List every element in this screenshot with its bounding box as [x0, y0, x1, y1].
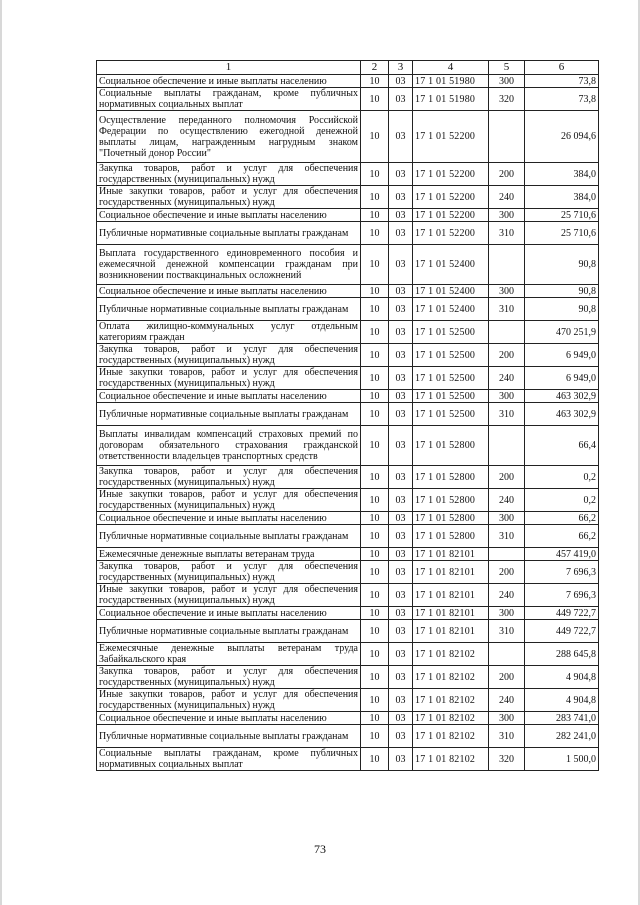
row-amount-cell: 4 904,8 [525, 666, 599, 689]
row-subsection-cell: 03 [389, 390, 413, 403]
row-subsection-cell: 03 [389, 689, 413, 712]
row-amount-cell: 4 904,8 [525, 689, 599, 712]
row-amount-cell: 90,8 [525, 298, 599, 321]
row-section-cell: 10 [361, 245, 389, 285]
table-header-row [97, 61, 599, 75]
row-target-article-cell: 17 1 01 52800 [413, 426, 489, 466]
row-expense-type-cell: 310 [489, 725, 525, 748]
row-expense-type-cell [489, 426, 525, 466]
row-section-cell: 10 [361, 466, 389, 489]
row-section-cell: 10 [361, 75, 389, 88]
row-name-cell: Осуществление переданного полномочия Российской Федерации по осуществлению ежегодной денежной выплаты лицам, награжденным нагрудным знаком "Почетный донор России" [97, 111, 361, 163]
row-subsection-cell: 03 [389, 525, 413, 548]
row-section-cell: 10 [361, 725, 389, 748]
row-amount-cell: 282 241,0 [525, 725, 599, 748]
table-row [97, 666, 599, 689]
row-name-cell: Выплаты инвалидам компенсаций страховых премий по договорам обязательного страхования гражданской ответственности владельцев транспортных средств [97, 426, 361, 466]
row-expense-type-cell: 310 [489, 298, 525, 321]
row-amount-cell: 457 419,0 [525, 548, 599, 561]
row-subsection-cell: 03 [389, 712, 413, 725]
row-target-article-cell: 17 1 01 82101 [413, 548, 489, 561]
table-row [97, 367, 599, 390]
row-section-cell: 10 [361, 489, 389, 512]
row-expense-type-cell: 200 [489, 163, 525, 186]
row-expense-type-cell: 320 [489, 748, 525, 771]
row-amount-cell: 449 722,7 [525, 607, 599, 620]
row-target-article-cell: 17 1 01 52800 [413, 525, 489, 548]
row-section-cell: 10 [361, 321, 389, 344]
row-section-cell: 10 [361, 561, 389, 584]
row-target-article-cell: 17 1 01 82102 [413, 725, 489, 748]
row-name-cell: Иные закупки товаров, работ и услуг для обеспечения государственных (муниципальных) нужд [97, 489, 361, 512]
row-name-cell: Публичные нормативные социальные выплаты гражданам [97, 620, 361, 643]
row-expense-type-cell [489, 321, 525, 344]
table-row [97, 186, 599, 209]
row-subsection-cell: 03 [389, 512, 413, 525]
row-name-cell: Социальное обеспечение и иные выплаты населению [97, 75, 361, 88]
row-expense-type-cell: 310 [489, 620, 525, 643]
row-section-cell: 10 [361, 222, 389, 245]
row-expense-type-cell: 240 [489, 489, 525, 512]
row-section-cell: 10 [361, 88, 389, 111]
row-amount-cell: 25 710,6 [525, 209, 599, 222]
row-amount-cell: 470 251,9 [525, 321, 599, 344]
table-row [97, 298, 599, 321]
row-amount-cell: 66,2 [525, 525, 599, 548]
row-name-cell: Социальное обеспечение и иные выплаты населению [97, 209, 361, 222]
row-target-article-cell: 17 1 01 52800 [413, 512, 489, 525]
row-name-cell: Иные закупки товаров, работ и услуг для обеспечения государственных (муниципальных) нужд [97, 367, 361, 390]
row-section-cell: 10 [361, 512, 389, 525]
row-target-article-cell: 17 1 01 52800 [413, 489, 489, 512]
row-amount-cell: 7 696,3 [525, 561, 599, 584]
table-row [97, 489, 599, 512]
row-target-article-cell: 17 1 01 82102 [413, 666, 489, 689]
row-amount-cell: 90,8 [525, 245, 599, 285]
header-cell-5: 5 [489, 61, 525, 75]
row-subsection-cell: 03 [389, 298, 413, 321]
row-subsection-cell: 03 [389, 548, 413, 561]
row-name-cell: Оплата жилищно-коммунальных услуг отдельным категориям граждан [97, 321, 361, 344]
row-expense-type-cell: 200 [489, 561, 525, 584]
row-subsection-cell: 03 [389, 186, 413, 209]
row-expense-type-cell: 300 [489, 607, 525, 620]
row-amount-cell: 6 949,0 [525, 367, 599, 390]
table-row [97, 748, 599, 771]
row-amount-cell: 0,2 [525, 466, 599, 489]
row-amount-cell: 7 696,3 [525, 584, 599, 607]
table-row [97, 466, 599, 489]
row-subsection-cell: 03 [389, 725, 413, 748]
row-name-cell: Социальное обеспечение и иные выплаты населению [97, 285, 361, 298]
row-target-article-cell: 17 1 01 52400 [413, 245, 489, 285]
row-subsection-cell: 03 [389, 321, 413, 344]
row-expense-type-cell [489, 643, 525, 666]
row-subsection-cell: 03 [389, 607, 413, 620]
row-expense-type-cell: 300 [489, 390, 525, 403]
row-target-article-cell: 17 1 01 52400 [413, 285, 489, 298]
row-name-cell: Выплата государственного единовременного пособия и ежемесячной денежной компенсации гражданам при возникновении поствакцинальных осложнений [97, 245, 361, 285]
row-amount-cell: 6 949,0 [525, 344, 599, 367]
row-name-cell: Иные закупки товаров, работ и услуг для обеспечения государственных (муниципальных) нужд [97, 689, 361, 712]
row-section-cell: 10 [361, 209, 389, 222]
row-target-article-cell: 17 1 01 82102 [413, 689, 489, 712]
row-subsection-cell: 03 [389, 643, 413, 666]
row-name-cell: Ежемесячные денежные выплаты ветеранам труда Забайкальского края [97, 643, 361, 666]
row-amount-cell: 463 302,9 [525, 390, 599, 403]
row-name-cell: Закупка товаров, работ и услуг для обеспечения государственных (муниципальных) нужд [97, 163, 361, 186]
header-cell-2: 2 [361, 61, 389, 75]
table-row [97, 390, 599, 403]
row-amount-cell: 384,0 [525, 163, 599, 186]
row-expense-type-cell: 310 [489, 403, 525, 426]
row-section-cell: 10 [361, 712, 389, 725]
table-row [97, 525, 599, 548]
table-row [97, 643, 599, 666]
row-subsection-cell: 03 [389, 111, 413, 163]
table-row [97, 725, 599, 748]
row-section-cell: 10 [361, 111, 389, 163]
row-name-cell: Публичные нормативные социальные выплаты гражданам [97, 725, 361, 748]
row-name-cell: Социальное обеспечение и иные выплаты населению [97, 512, 361, 525]
table-row [97, 689, 599, 712]
table-row [97, 620, 599, 643]
row-section-cell: 10 [361, 367, 389, 390]
row-name-cell: Публичные нормативные социальные выплаты гражданам [97, 525, 361, 548]
row-expense-type-cell: 310 [489, 525, 525, 548]
row-section-cell: 10 [361, 390, 389, 403]
row-name-cell: Социальные выплаты гражданам, кроме публичных нормативных социальных выплат [97, 748, 361, 771]
row-subsection-cell: 03 [389, 403, 413, 426]
row-expense-type-cell: 200 [489, 666, 525, 689]
row-section-cell: 10 [361, 285, 389, 298]
row-subsection-cell: 03 [389, 163, 413, 186]
table-row [97, 222, 599, 245]
row-section-cell: 10 [361, 344, 389, 367]
row-name-cell: Публичные нормативные социальные выплаты гражданам [97, 222, 361, 245]
row-name-cell: Социальное обеспечение и иные выплаты населению [97, 712, 361, 725]
row-name-cell: Закупка товаров, работ и услуг для обеспечения государственных (муниципальных) нужд [97, 561, 361, 584]
row-target-article-cell: 17 1 01 52500 [413, 344, 489, 367]
row-subsection-cell: 03 [389, 584, 413, 607]
row-name-cell: Публичные нормативные социальные выплаты гражданам [97, 298, 361, 321]
row-section-cell: 10 [361, 643, 389, 666]
header-cell-6: 6 [525, 61, 599, 75]
row-expense-type-cell: 200 [489, 466, 525, 489]
row-section-cell: 10 [361, 163, 389, 186]
table-row [97, 426, 599, 466]
row-name-cell: Закупка товаров, работ и услуг для обеспечения государственных (муниципальных) нужд [97, 344, 361, 367]
row-target-article-cell: 17 1 01 52500 [413, 390, 489, 403]
row-name-cell: Социальное обеспечение и иные выплаты населению [97, 607, 361, 620]
table-row [97, 75, 599, 88]
row-section-cell: 10 [361, 748, 389, 771]
row-expense-type-cell: 300 [489, 712, 525, 725]
table-row [97, 88, 599, 111]
row-expense-type-cell: 240 [489, 367, 525, 390]
row-subsection-cell: 03 [389, 367, 413, 390]
row-amount-cell: 463 302,9 [525, 403, 599, 426]
page-number: 73 [314, 842, 326, 856]
row-section-cell: 10 [361, 186, 389, 209]
row-section-cell: 10 [361, 584, 389, 607]
row-expense-type-cell [489, 111, 525, 163]
row-section-cell: 10 [361, 620, 389, 643]
row-amount-cell: 283 741,0 [525, 712, 599, 725]
row-name-cell: Закупка товаров, работ и услуг для обеспечения государственных (муниципальных) нужд [97, 666, 361, 689]
row-target-article-cell: 17 1 01 51980 [413, 88, 489, 111]
row-subsection-cell: 03 [389, 489, 413, 512]
row-section-cell: 10 [361, 607, 389, 620]
row-amount-cell: 26 094,6 [525, 111, 599, 163]
row-expense-type-cell [489, 245, 525, 285]
row-name-cell: Публичные нормативные социальные выплаты гражданам [97, 403, 361, 426]
table-row [97, 561, 599, 584]
row-expense-type-cell: 300 [489, 75, 525, 88]
row-target-article-cell: 17 1 01 82102 [413, 643, 489, 666]
budget-table [96, 60, 599, 771]
row-expense-type-cell: 240 [489, 584, 525, 607]
row-subsection-cell: 03 [389, 620, 413, 643]
row-amount-cell: 73,8 [525, 75, 599, 88]
row-target-article-cell: 17 1 01 52200 [413, 222, 489, 245]
row-subsection-cell: 03 [389, 88, 413, 111]
row-section-cell: 10 [361, 689, 389, 712]
row-target-article-cell: 17 1 01 52200 [413, 186, 489, 209]
row-name-cell: Иные закупки товаров, работ и услуг для обеспечения государственных (муниципальных) нужд [97, 186, 361, 209]
table-row [97, 512, 599, 525]
row-expense-type-cell: 310 [489, 222, 525, 245]
table-body [97, 61, 599, 771]
row-amount-cell: 90,8 [525, 285, 599, 298]
row-amount-cell: 73,8 [525, 88, 599, 111]
row-target-article-cell: 17 1 01 52500 [413, 403, 489, 426]
table-row [97, 163, 599, 186]
table-row [97, 209, 599, 222]
row-amount-cell: 0,2 [525, 489, 599, 512]
row-expense-type-cell [489, 548, 525, 561]
row-subsection-cell: 03 [389, 245, 413, 285]
row-target-article-cell: 17 1 01 82102 [413, 748, 489, 771]
header-cell-3: 3 [389, 61, 413, 75]
row-amount-cell: 66,2 [525, 512, 599, 525]
row-target-article-cell: 17 1 01 52200 [413, 209, 489, 222]
table-row [97, 548, 599, 561]
row-section-cell: 10 [361, 403, 389, 426]
table-row [97, 403, 599, 426]
row-target-article-cell: 17 1 01 82101 [413, 620, 489, 643]
row-target-article-cell: 17 1 01 52400 [413, 298, 489, 321]
row-expense-type-cell: 300 [489, 512, 525, 525]
row-target-article-cell: 17 1 01 82101 [413, 584, 489, 607]
row-target-article-cell: 17 1 01 52200 [413, 163, 489, 186]
row-amount-cell: 66,4 [525, 426, 599, 466]
row-name-cell: Ежемесячные денежные выплаты ветеранам труда [97, 548, 361, 561]
table-row [97, 584, 599, 607]
row-amount-cell: 449 722,7 [525, 620, 599, 643]
row-section-cell: 10 [361, 525, 389, 548]
table-row [97, 321, 599, 344]
row-section-cell: 10 [361, 548, 389, 561]
row-subsection-cell: 03 [389, 466, 413, 489]
row-expense-type-cell: 240 [489, 186, 525, 209]
row-amount-cell: 1 500,0 [525, 748, 599, 771]
table-row [97, 607, 599, 620]
row-subsection-cell: 03 [389, 426, 413, 466]
row-amount-cell: 288 645,8 [525, 643, 599, 666]
header-cell-1: 1 [97, 61, 361, 75]
row-target-article-cell: 17 1 01 52500 [413, 367, 489, 390]
row-section-cell: 10 [361, 298, 389, 321]
row-target-article-cell: 17 1 01 82101 [413, 561, 489, 584]
row-expense-type-cell: 300 [489, 209, 525, 222]
row-subsection-cell: 03 [389, 666, 413, 689]
row-subsection-cell: 03 [389, 222, 413, 245]
row-subsection-cell: 03 [389, 75, 413, 88]
row-target-article-cell: 17 1 01 52500 [413, 321, 489, 344]
row-subsection-cell: 03 [389, 344, 413, 367]
table-row [97, 111, 599, 163]
row-name-cell: Закупка товаров, работ и услуг для обеспечения государственных (муниципальных) нужд [97, 466, 361, 489]
row-section-cell: 10 [361, 666, 389, 689]
page-edge-left [0, 0, 2, 905]
row-amount-cell: 25 710,6 [525, 222, 599, 245]
row-target-article-cell: 17 1 01 82102 [413, 712, 489, 725]
row-expense-type-cell: 320 [489, 88, 525, 111]
table-row [97, 245, 599, 285]
row-target-article-cell: 17 1 01 52800 [413, 466, 489, 489]
row-expense-type-cell: 300 [489, 285, 525, 298]
table-row [97, 712, 599, 725]
row-target-article-cell: 17 1 01 82101 [413, 607, 489, 620]
row-target-article-cell: 17 1 01 51980 [413, 75, 489, 88]
row-section-cell: 10 [361, 426, 389, 466]
row-amount-cell: 384,0 [525, 186, 599, 209]
row-name-cell: Иные закупки товаров, работ и услуг для обеспечения государственных (муниципальных) нужд [97, 584, 361, 607]
header-cell-4: 4 [413, 61, 489, 75]
row-expense-type-cell: 200 [489, 344, 525, 367]
table-row [97, 344, 599, 367]
row-subsection-cell: 03 [389, 561, 413, 584]
row-expense-type-cell: 240 [489, 689, 525, 712]
row-target-article-cell: 17 1 01 52200 [413, 111, 489, 163]
row-name-cell: Социальные выплаты гражданам, кроме публичных нормативных социальных выплат [97, 88, 361, 111]
row-name-cell: Социальное обеспечение и иные выплаты населению [97, 390, 361, 403]
row-subsection-cell: 03 [389, 285, 413, 298]
row-subsection-cell: 03 [389, 209, 413, 222]
row-subsection-cell: 03 [389, 748, 413, 771]
table-row [97, 285, 599, 298]
